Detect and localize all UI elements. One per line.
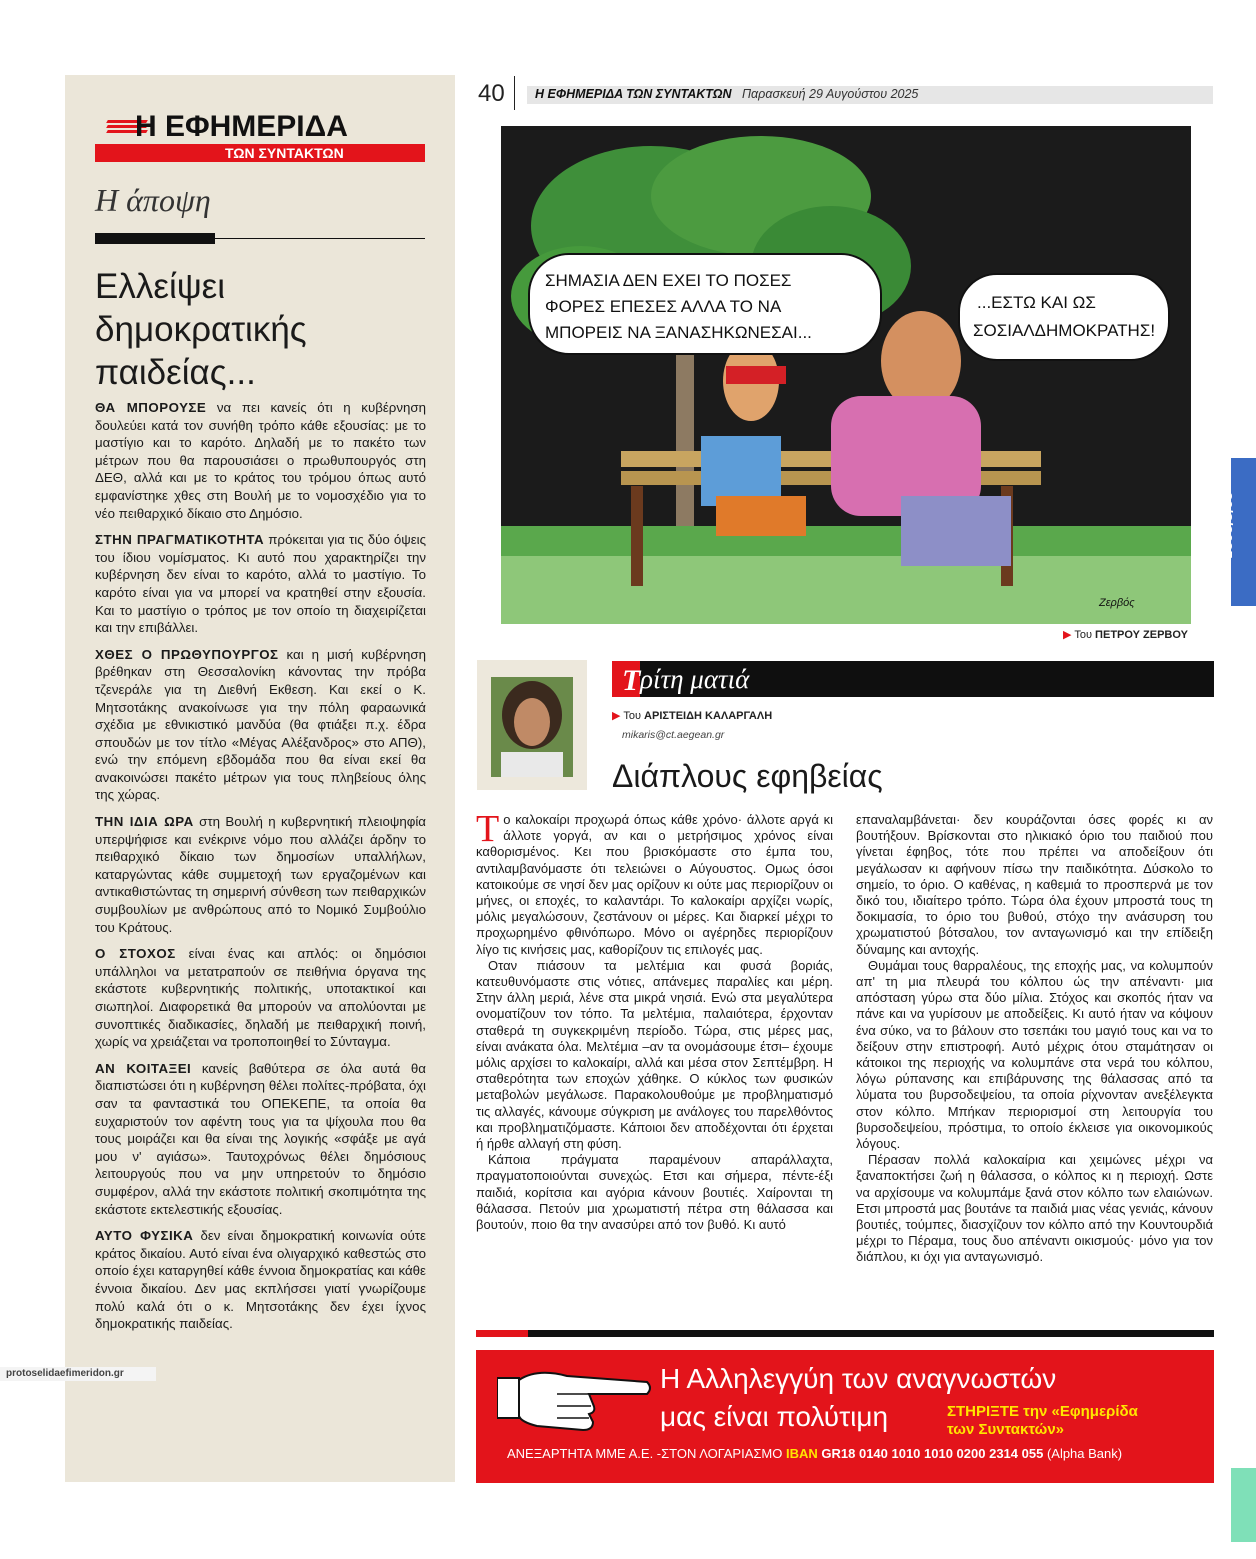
ad-cta-line-1: ΣΤΗΡΙΞΤΕ την «Εφημερίδα bbox=[947, 1403, 1138, 1420]
opinion-paragraph: Ο ΣΤΟΧΟΣ είναι ένας και απλός: οι δημόσιοι υπάλληλοι να μετατραπούν σε πειθήνια όργανα της εκάστοτε κυβερνητικής πολιτικής, υποτακτικοί και σιωπηλοί. Διαφορετικά θα μπορούν να απολύονται με συνοπτικές διαδικασίες, δηλαδή με πειθαρχική ποινή, χωρίς να χρειάζεται να τροποποιηθεί το Σύνταγμα. bbox=[95, 946, 427, 1050]
svg-text:...ΕΣΤΩ ΚΑΙ ΩΣ: ...ΕΣΤΩ ΚΑΙ ΩΣ bbox=[977, 293, 1096, 312]
author-photo bbox=[477, 660, 587, 790]
author-email: mikaris@ct.aegean.gr bbox=[622, 729, 725, 741]
logo-sub-text: ΤΩΝ ΣΥΝΤΑΚΤΩΝ bbox=[225, 145, 344, 161]
article-paragraph: Οταν πιάσουν τα μελτέμια και φυσά βοριάς, κατευθυνόμαστε στις νότιες, απάνεμες παραλίες και μέρη. Στην άλλη μεριά, λένε στα μικρά νησιά. Ενώ στα μεγαλύτερα ονοματίζουν τον τόπο. Τα μελτέμια, παλαιότερα, έρχονταν σταθερά τη συγκεκριμένη περίοδο. Τώρα, στις μέρες μας, είναι ανάκατα όλα. Μελτέμια –αν τα ονομάσουμε έτσι– έχουμε μόλις αρχίσει το καλοκαίρι, αλλά και μέσα στον Σεπτέμβρη. Η σταθερότητα των εποχών χάθηκε. Ο κύκλος των φυσικών μεταβολών μεγάλωσε. Παρακολουθούμε με προβληματισμό τις αλλαγές, κάνουμε σύγκριση με ανάλογες του παρελθόντος και προβληματιζόμαστε. Κάποιοι δεν αποδέχονται ότι έρχεται ή ήρθε αλλαγή στη φύση. bbox=[476, 957, 833, 1152]
article-title: Διάπλους εφηβείας bbox=[612, 758, 883, 794]
ad-title-line-1: Η Αλληλεγγύη των αναγνωστών bbox=[660, 1363, 1057, 1394]
page-number: 40 bbox=[478, 80, 505, 107]
svg-text:ΣΟΣΙΑΛΔΗΜΟΚΡΑΤΗΣ!: ΣΟΣΙΑΛΔΗΜΟΚΡΑΤΗΣ! bbox=[973, 321, 1156, 340]
pointing-hand-icon bbox=[497, 1360, 653, 1438]
third-eye-initial: Τ bbox=[622, 664, 641, 697]
third-eye-title: ρίτη ματιά bbox=[640, 664, 750, 694]
opinion-paragraph: ΑΥΤΟ ΦΥΣΙΚΑ δεν είναι δημοκρατική κοινωνία ούτε κράτος δικαίου. Αυτό είναι ένα ολιγαρχικό καθεστώς στο οποίο έχει καταργηθεί κάθε έννοια δημοκρατίας και κάθε έννοια δικαίου. Δεν μας εκπλήσσει γιατί γνωρίζουμε πολύ καλά ότι ο κ. Μητσοτάκης δεν έχει ίχνος δημοκρατικής παιδείας. bbox=[95, 1228, 426, 1332]
author-portrait bbox=[477, 660, 587, 790]
logo-main-text: Η ΕΦΗΜΕΡΙΔΑ bbox=[135, 110, 348, 143]
ad-rule-red bbox=[476, 1330, 528, 1337]
cartoon-signature: Ζερβός bbox=[1099, 597, 1135, 609]
cartoon-bubble-left bbox=[529, 254, 881, 354]
svg-text:ΜΠΟΡΕΙΣ ΝΑ ΞΑΝΑΣΗΚΩΝΕΣΑΙ...: ΜΠΟΡΕΙΣ ΝΑ ΞΑΝΑΣΗΚΩΝΕΣΑΙ... bbox=[545, 323, 812, 342]
opinion-paragraph: ΤΗΝ ΙΔΙΑ ΩΡΑ στη Βουλή η κυβερνητική πλειοψηφία υπερψήφισε και ενέκρινε νόμο που αλλάζει άρδην το πειθαρχικό δίκαιο των δημοσίων υπαλλήλων, καταργώντας κάθε συμμετοχή των εργαζομένων και αντικαθιστώντας τη σημερινή σύνθεση των πειθαρχικών συμβουλίων με ανθρώπους από το Νομικό Συμβούλιο του Κράτους. bbox=[95, 814, 426, 935]
side-date-tab: 29/8/2025 bbox=[1231, 458, 1256, 606]
svg-text:ΣΗΜΑΣΙΑ ΔΕΝ ΕΧΕΙ ΤΟ ΠΟΣΕΣ: ΣΗΜΑΣΙΑ ΔΕΝ ΕΧΕΙ ΤΟ ΠΟΣΕΣ bbox=[545, 271, 792, 290]
cartoon-bubble-right bbox=[959, 274, 1169, 360]
newspaper-logo bbox=[95, 110, 425, 164]
article-column-2 bbox=[856, 812, 1213, 1266]
svg-text:ΦΟΡΕΣ ΕΠΕΣΕΣ ΑΛΛΑ ΤΟ ΝΑ: ΦΟΡΕΣ ΕΠΕΣΕΣ ΑΛΛΑ ΤΟ ΝΑ bbox=[545, 297, 782, 316]
opinion-title: Ελλείψει δημοκρατικής παιδείας... bbox=[95, 267, 307, 392]
article-column-1 bbox=[476, 808, 833, 1233]
opinion-paragraph: ΣΤΗΝ ΠΡΑΓΜΑΤΙΚΟΤΗΤΑ πρόκειται για τις δύο όψεις του ίδιου νομίσματος. Κι αυτό που χαρακτηρίζει την κυβέρνηση δεν είναι το καρότο, αλλά το μαστίγιο. Το καρότο είναι για να μπορεί να κρατηθεί στην εξουσία. Και το μαστίγιο ο τρόπος με τον οποίο τη διαχειρίζεται και την επιβάλλει. bbox=[95, 532, 426, 636]
ad-bank-details: ΑΝΕΞΑΡΤΗΤΑ ΜΜΕ Α.Ε. -ΣΤΟΝ ΛΟΓΑΡΙΑΣΜΟ IBAN GR18 0140 1010 1010 0200 2314 055 (Alpha Bank) bbox=[507, 1446, 1123, 1461]
header-paper-name: Η ΕΦΗΜΕΡΙΔΑ ΤΩΝ ΣΥΝΤΑΚΤΩΝ bbox=[535, 87, 732, 101]
section-rule-thick bbox=[95, 233, 215, 244]
opinion-paragraph: ΧΘΕΣ Ο ΠΡΩΘΥΠΟΥΡΓΟΣ και η μισή κυβέρνηση βρέθηκαν στη Θεσσαλονίκη κάνοντας την πρόβα τζενεράλε για τη Διεθνή Εκθεση. Και εκεί ο Κ. Μητσοτάκης ανακοίνωσε για την πόλη φαραωνικά σχέδια με εθνικιστικό μανδύα (θα φτιάξει π.χ. έδρα σπουδών με τον τίτλο «Μέγας Αλέξανδρος» στο ΑΠΘ), ενώ την επόμενη εβδομάδα που θα είναι εκεί θα ανακοινώσει πακέτο μέτρων για τους πληβείους όλης της χώρας. bbox=[95, 646, 426, 803]
side-green-tab bbox=[1231, 1468, 1256, 1542]
watermark: protoselidaefimeridon.gr bbox=[0, 1367, 156, 1381]
article-paragraph: Πέρασαν πολλά καλοκαίρια και χειμώνες μέχρι να ξαναποκτήσει ζωή η θάλασσα, ο κόλπος κι η περιοχή. Ωστε να αρχίσουμε να κολυμπάμε ξανά στον κόλπο των ελαιώνων. Ετσι μπροστά μας βουτάνε τα παιδιά μιας νέας γενιάς, κάνουν βουτιές, τούμπες, διασχίζουν τον κόλπο από την Κουντουρδιά μέχρι το Πέραμα, τους δυο απέναντι οικισμούς· μόνο για τον διάπλου, κι όχι για ανταγωνισμό. bbox=[856, 1152, 1213, 1265]
article-paragraph: Το καλοκαίρι προχωρά όπως κάθε χρόνο· άλλοτε αργά κι άλλοτε γοργά, αν και ο μετρήσιμος χρόνος είναι καθορισμένος. Κει που βρισκόμαστε στο έμπα του, αντιλαμβανόμαστε ότι τελειώνει ο Αύγουστος. Ομως όσοι κατοικούμε σε νησί δεν μας ορίζουν κι ούτε μας περιορίζουν οι μήνες, οι εποχές, το καλαντάρι. Το καλοκαίρι αρχίζει νωρίς, μόλις μεγαλώσουν, ζεστάνουν οι μέρες. Και διαρκεί μέχρι το προχωρημένο φθινόπωρο. Μόνο οι αγέρηδες περιορίζουν λίγο τις κινήσεις μας, καθορίζουν τις επιλογές μας. bbox=[476, 808, 833, 957]
ad-title-line-2: μας είναι πολύτιμη bbox=[660, 1401, 889, 1432]
opinion-paragraph: ΘΑ ΜΠΟΡΟΥΣΕ να πει κανείς ότι η κυβέρνηση δουλεύει κατά τον συνήθη τρόπο κάθε εξουσίας: με το μαστίγιο και το καρότο. Δηλαδή με το πακέτο των μέτρων που θα παρουσιάσει ο πρωθυπουργός στη ΔΕΘ, αλλά και με το κράτος του τρόμου όπως αυτό εμφανίστηκε χθες στη Βουλή με το νομοσχέδιο για το νέο πειθαρχικό δίκαιο στο Δημόσιο. bbox=[95, 400, 426, 521]
section-title: Η άποψη bbox=[95, 182, 211, 218]
article-paragraph: Θυμάμαι τους θαρραλέους, της εποχής μας, να κολυμπούν απ' τη μια πλευρά του κόλπου ώς την απέναντι· μια απόσταση γύρω στα δύο μίλια. Στόχος και σκοπός ήταν να πάνε και να γυρίσουν με αποδείξεις. Κι αυτό ήταν να κόψουν ένα σύκο, να το βάλουν στο τσεπάκι του μαγιό τους και να το δείξουν στην επιστροφή. Αυτό μέχρις ότου σταμάτησαν οι κάτοικοι της περιοχής να κολυμπάνε στα νερά του κόλπου, λόγω ρύπανσης και επιβάρυνσης της θάλασσας από τα λύματα του βυρσοδεψείου, τα οποία ρίχνονταν ανεξέλεγκτα στον κόλπο. Μπήκαν περιορισμοί στη λειτουργία του βυρσοδεψείου, πρόστιμα, το οποίο έκλεισε για οικονομικούς λόγους. bbox=[856, 957, 1213, 1152]
article-paragraph: Κάποια πράγματα παραμένουν απαράλλαχτα, πραγματοποιούνται συνεχώς. Ετσι και σήμερα, πέντε-έξι παιδιά, κορίτσια και αγόρια κάνουν βουτιές. Χαίρονται τη θάλασσα. Πετούν μια χρωματιστή πέτρα στη θάλασσα και βουτούν, ποιο θα την ανασύρει από τον βυθό. Κι αυτό bbox=[476, 1152, 833, 1233]
page-separator bbox=[514, 76, 515, 110]
cartoon-image bbox=[501, 126, 1191, 624]
ad-rule-black bbox=[528, 1330, 1214, 1337]
article-byline: ▶ Του ΑΡΙΣΤΕΙΔΗ ΚΑΛΑΡΓΑΛΗ bbox=[612, 710, 773, 722]
opinion-body bbox=[95, 399, 426, 1342]
opinion-paragraph: ΑΝ ΚΟΙΤΑΞΕΙ κανείς βαθύτερα σε όλα αυτά θα διαπιστώσει ότι η κυβέρνηση θέλει πολίτες-πρόβατα, όχι σαν τα φανταστικά του ΟΠΕΚΕΠΕ, τα οποία θα ευχαριστούν τον αφέντη τους για τα ψίχουλα που θα τους μοιράζει και θα είναι της λογικής «σφάξε με αγά μου ν' αγιάσω». Ταυτοχρόνως θέλει δημόσιους λειτουργούς που να μην υπηρετούν το δημόσιο συμφέρον, αλλά την εκάστοτε πολιτική σκοπιμότητα της εκάστοτε εκτελεστικής εξουσίας. bbox=[95, 1060, 426, 1217]
ad-cta-line-2: των Συντακτών» bbox=[947, 1421, 1065, 1438]
drop-cap: Τ bbox=[476, 808, 500, 850]
section-rule-thin bbox=[215, 238, 425, 239]
article-paragraph: επαναλαμβάνεται· δεν κουράζονται όσες φορές κι αν βουτήξουν. Βρίσκονται στο ηλικιακό όριο του παιδιού που γίνεται έφηβος, τότε που πρέπει να αποδείξουν ότι μεγάλωσαν κι αφήνουν πίσω την παιδικότητα. Δύσκολο το σημείο, το όριο. Ο καθένας, η καθεμιά το προσπερνά με τον δικό του, ιδιαίτερο τρόπο. Τώρα όλα έχουν μπροστά τους τη δοκιμασία, το όριο του βυθού, στόχο την ανάσυρση του χρωματιστού βότσαλου, τον ανταγωνισμό και την επίδειξη δύναμης και αντοχής. bbox=[856, 812, 1213, 957]
cartoon-illustration bbox=[501, 126, 1191, 624]
header-date: Παρασκευή 29 Αυγούστου 2025 bbox=[742, 87, 919, 101]
cartoon-credit: ▶ Του ΠΕΤΡΟΥ ΖΕΡΒΟΥ bbox=[1063, 629, 1188, 641]
